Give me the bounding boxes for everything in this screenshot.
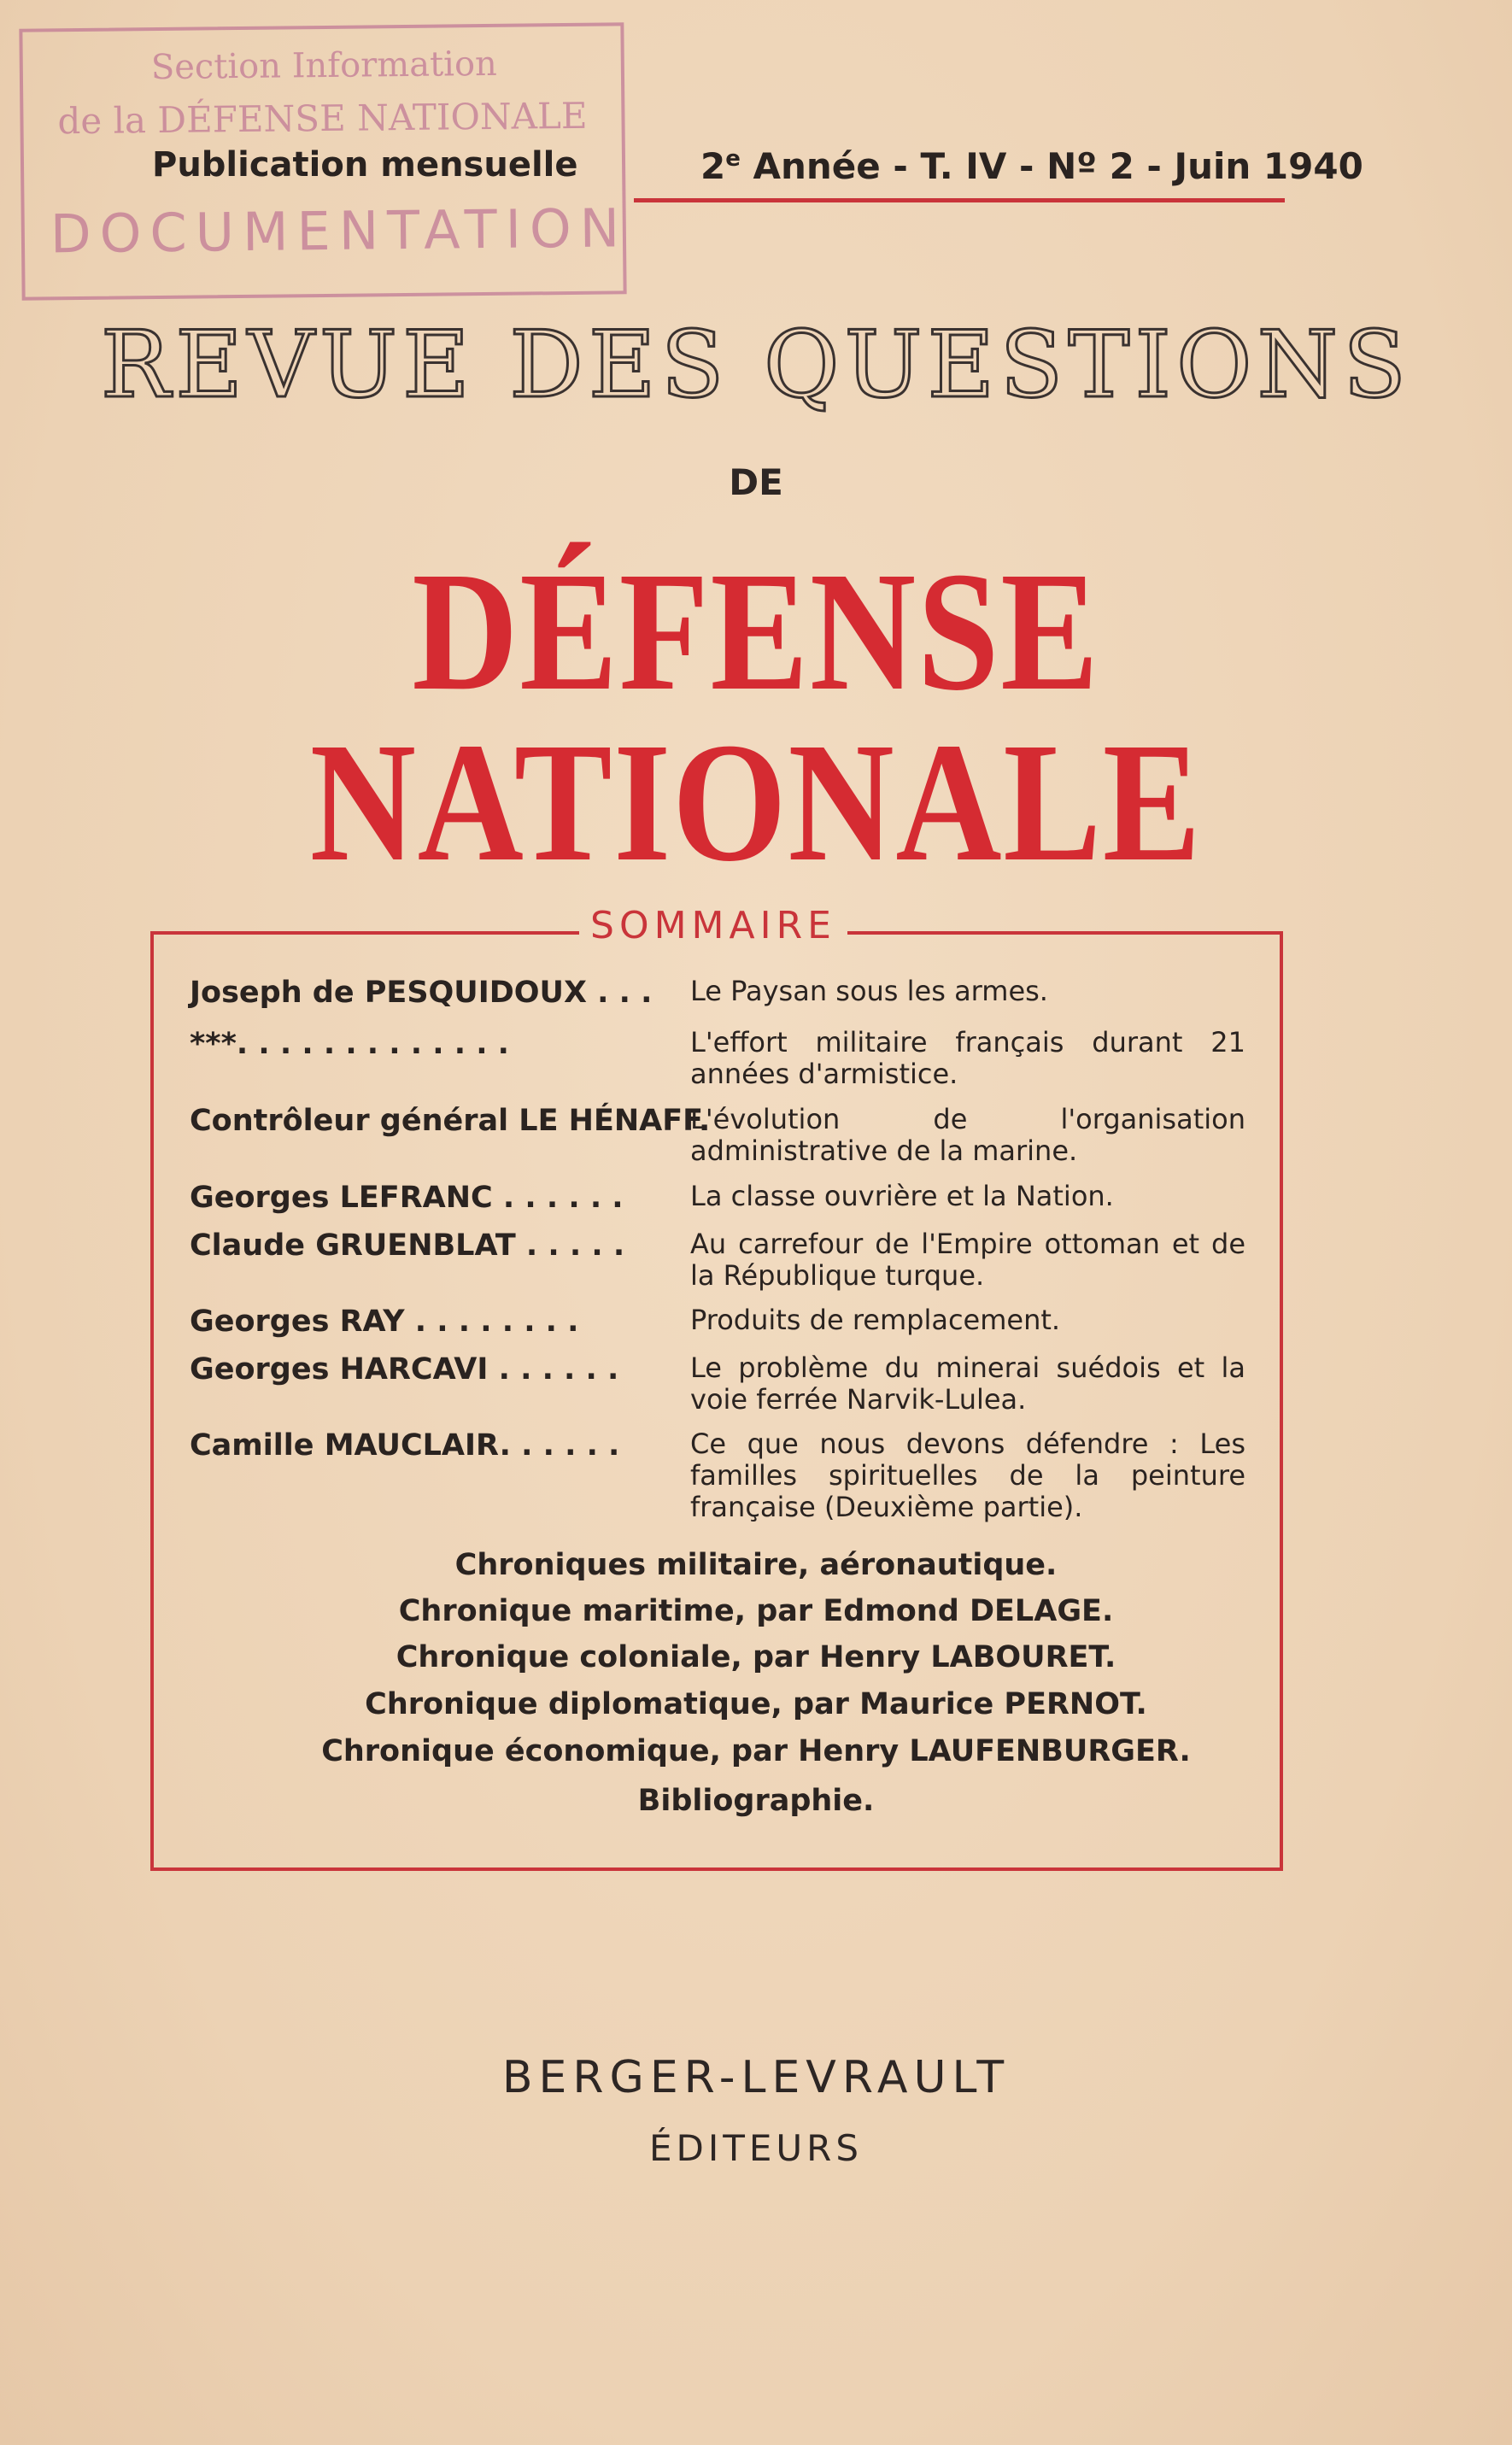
toc-title: Produits de remplacement. (690, 1304, 1061, 1336)
sommaire-heading: SOMMAIRE (590, 904, 836, 947)
toc-title: Le Paysan sous les armes. (690, 975, 1048, 1007)
toc-title: Ce que nous devons défendre : Les familles spirituelles de la peinture française (Deuxième partie). (690, 1428, 1245, 1523)
title-line-1: REVUE DES QUESTIONS (100, 312, 1412, 419)
toc-title: L'effort militaire français durant 21 années d'armistice. (690, 1026, 1245, 1090)
header-rule (634, 198, 1285, 202)
toc-title: L'évolution de l'organisation administrative de la marine. (690, 1103, 1245, 1167)
toc-author: Joseph de PESQUIDOUX . . . (190, 976, 653, 1010)
toc-title: Le problème du minerai suédois et la voie ferrée Narvik-Lulea. (690, 1351, 1245, 1416)
title-line-3: DÉFENSE NATIONALE (309, 537, 1203, 897)
publisher-role: ÉDITEURS (648, 2127, 864, 2169)
issue-details: Année - T. IV - Nº 2 - Juin 1940 (740, 145, 1363, 187)
stamp-line: Section Information (150, 44, 498, 88)
issue-info (700, 145, 1363, 187)
sommaire-rule-right (847, 931, 1280, 935)
stamp-line: DOCUMENTATION (50, 196, 629, 266)
toc-title: La classe ouvrière et la Nation. (690, 1180, 1114, 1212)
toc-author: Camille MAUCLAIR. . . . . . (190, 1428, 620, 1463)
toc-author: Georges RAY . . . . . . . . (190, 1305, 579, 1339)
chronique-line: Chronique économique, par Henry LAUFENBURGER. (321, 1734, 1191, 1768)
title-line-2: DE (729, 461, 783, 503)
chronique-line: Chronique maritime, par Edmond DELAGE. (398, 1594, 1114, 1628)
publication-frequency: Publication mensuelle (152, 145, 578, 185)
publisher-name: BERGER-LEVRAULT (501, 2052, 1011, 2103)
toc-title: Au carrefour de l'Empire ottoman et de la République turque. (690, 1228, 1245, 1292)
sommaire-rule-left (150, 931, 579, 935)
toc-author: Contrôleur général LE HÉNAFF. (190, 1104, 711, 1138)
issue-year-suffix: e (725, 146, 741, 172)
chronique-line: Chroniques militaire, aéronautique. (454, 1548, 1058, 1582)
chronique-line: Chronique coloniale, par Henry LABOURET. (396, 1640, 1116, 1674)
issue-year-number: 2 (700, 145, 726, 187)
toc-author: ***. . . . . . . . . . . . . (190, 1027, 509, 1061)
chronique-line: Bibliographie. (637, 1784, 875, 1818)
toc-author: Georges LEFRANC . . . . . . (190, 1181, 624, 1215)
chronique-line: Chronique diplomatique, par Maurice PERNOT. (365, 1687, 1147, 1721)
toc-author: Georges HARCAVI . . . . . . (190, 1352, 619, 1387)
toc-author: Claude GRUENBLAT . . . . . (190, 1228, 625, 1263)
stamp-line: de la DÉFENSE NATIONALE (57, 94, 588, 143)
